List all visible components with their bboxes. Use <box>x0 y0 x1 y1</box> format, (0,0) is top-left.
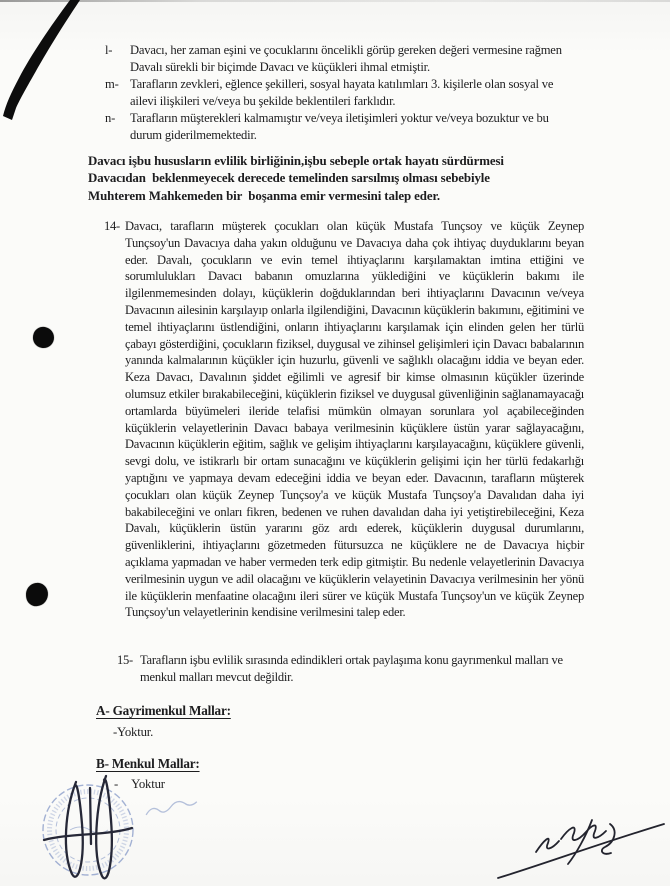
item-label: 15- <box>117 653 133 667</box>
item-text: Tarafların işbu evlilik sırasında edindikleri ortak paylaşıma konu gayrımenkul malları ve menkul malları mevcut değildir. <box>140 653 563 684</box>
section-value-text: Yoktur <box>131 777 165 791</box>
item-text: Davacı, tarafların müşterek çocukları olan küçük Mustafa Tunçsoy ve küçük Zeynep Tunçsoy'un Davacıya daha yakın olduğunu ve Davacıya daha çok ihtiyaç duyduklarını beyan eder. Davalı, çocukların ve evin temel ihtiyaçlarını karşılamaktan imtina ettiğini ve sorumlulukları Davacı babanın omuzlarına yüklediğini ve küçüklerin bakımı ile ilgilenmemesinden dolayı, küçüklerin doğduklarından beri ihtiyaçlarını Davacının ve/veya Davacının ailesinin karşılayıp onlarla ilgilendiğini, Davacının küçüklerin bakımını, eğitimini ve temel ihtiyaçlarını üstlendiğini, onların ihtiyaçlarını karşılamak için elinden gelen her türlü çabayı gösterdiğini, çocukların fiziksel, duygusal ve zihinsel gelişimleri için Davacı babalarının yanında kalmalarının küçükler için huzurlu, güvenli ve sağlıklı olacağını iddia ve beyan eder. Keza Davacı, Davalının şiddet eğilimli ve agresif bir kimse olmasının küçükler üzerinde olumsuz etkiler bırakabileceğini, küçüklerin fiziksel ve duygusal güvenliğinin sağlanamayacağı ortamlarda büyümeleri ileride telafisi mümkün olmayan sorunlara yol açabileceğinden küçüklerin velayetlerinin Davacı babaya verilmesinin küçüklere üstün yarar sağlayacağını, Davacının küçüklerin eğitim, sağlık ve gelişim ihtiyaçlarını karşılayacağını, küçüklere güvenli, sevgi dolu, ve istikrarlı bir ortam sunacağını ve küçüklerin gelişimi için her türlü fedakarlığı yaptığını ve yapmaya devam edeceğini iddia ve beyan eder. Davacının, tarafların müşterek çocukları olan küçük Zeynep Tunçsoy'a ve küçük Mustafa Tunçsoy'a Davalıdan daha iyi bakabileceğini ve onları fikren, bedenen ve ruhen davalıdan daha iyi yetiştirebileceğini, Keza Davalı, küçüklerin üstün yararını göz ardı ederek, küçüklerin duygusal durumlarını, güvenliklerini, ihtiyaçlarını gözetmeden fütursuzca ne küçüklere ne de Davacıya hiçbir açıklama yapmadan ve haber vermeden terk edip gitmiştir. Bu nedenle velayetlerinin Davacıya verilmesinin uygun ve adil olacağını ve küçüklerin velayetinin Davacıya verilmesinin her yönü ile küçüklerin menfaatine olacağını ileri sürer ve küçük Mustafa Tunçsoy'un ve küçük Zeynep Tunçsoy'un velayetlerinin kendisine verilmesini talep eder. <box>125 219 584 620</box>
clause-text: Tarafların müşterekleri kalmamıştır ve/veya iletişimleri yoktur ve/veya bozuktur ve bu durum giderilmemektedir. <box>130 111 549 142</box>
clause-label: m- <box>105 77 119 91</box>
section-value-gayrimenkul: -Yoktur. <box>113 725 154 739</box>
scan-top-edge <box>0 0 670 2</box>
section-heading-menkul: B- Menkul Mallar: <box>96 756 200 771</box>
clause-item-m <box>105 76 577 110</box>
circular-stamp-seal <box>20 768 205 886</box>
scan-corner-artifact <box>0 0 90 125</box>
emphasis-paragraph <box>88 153 628 205</box>
clause-label: n- <box>105 111 116 125</box>
clause-text: Tarafların zevkleri, eğlence şekilleri, sosyal hayata katılımları 3. kişilerle olan sosyal ve ailevi ilişkileri ve/veya bu şekilde beklentileri farklıdır. <box>130 77 554 108</box>
clause-item-n <box>105 110 577 144</box>
punch-hole-bottom <box>25 582 49 607</box>
clause-label: l- <box>105 43 113 57</box>
punch-hole-top <box>31 325 55 349</box>
clause-list <box>105 42 577 144</box>
numbered-item-15 <box>117 652 583 686</box>
emphasis-line: Muhterem Mahkemeden bir boşanma emir vermesini talep eder. <box>88 188 441 203</box>
item-label: 14- <box>104 219 120 233</box>
numbered-item-14 <box>104 218 584 621</box>
clause-item-l <box>105 42 577 76</box>
emphasis-line: Davacıdan beklenmeyecek derecede temelinden sarsılmış olması sebebiyle <box>88 171 490 186</box>
clause-text: Davacı, her zaman eşini ve çocuklarını öncelikli görüp gereken değeri vermesine rağmen Davalı sürekli bir biçimde Davacı ve küçükleri ihmal etmiştir. <box>130 43 562 74</box>
emphasis-line: Davacı işbu hususların evlilik birliğinin,işbu sebeple ortak hayatı sürdürmesi <box>88 154 504 168</box>
section-value-bullet: - <box>114 777 119 791</box>
handwritten-signature <box>478 808 670 886</box>
section-heading-gayrimenkul: A- Gayrimenkul Mallar: <box>96 703 231 718</box>
